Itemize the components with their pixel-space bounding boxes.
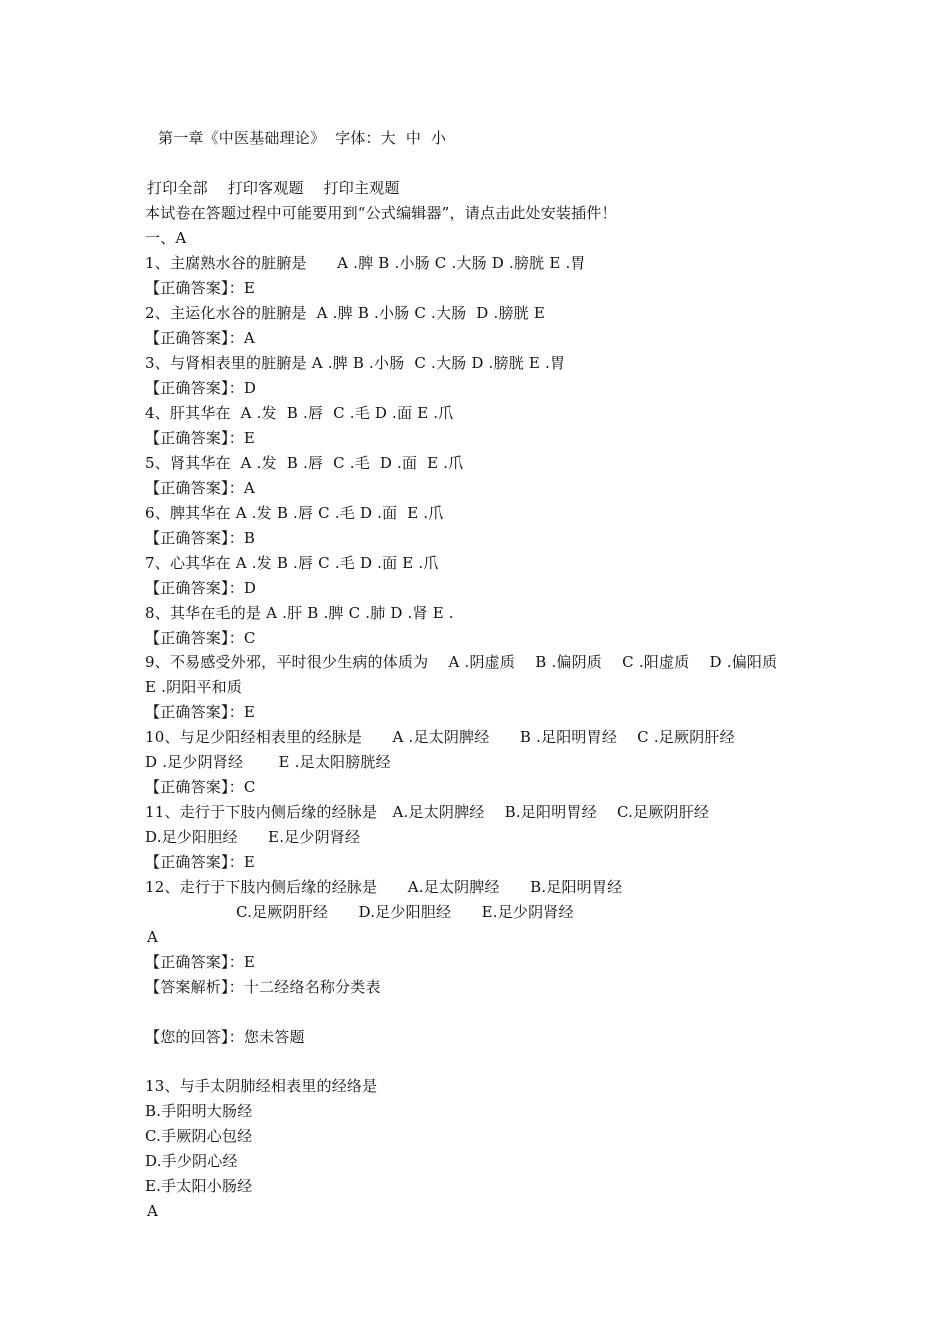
correct-answer: 【正确答案】：E xyxy=(145,853,256,871)
correct-answer: 【正确答案】：B xyxy=(145,529,256,547)
question-text: 3、与肾相表里的脏腑是 A .脾 B .小肠 C .大肠 D .膀胱 E .胃 xyxy=(145,354,566,372)
question-text: 9、不易感受外邪，平时很少生病的体质为 A .阴虚质 B .偏阴质 C .阳虚质 D .偏阳质 xyxy=(145,653,778,671)
your-answer: 【您的回答】：您未答题 xyxy=(145,1028,305,1046)
answer-option: C.手厥阴心包经 xyxy=(145,1127,253,1145)
print-all-link[interactable]: 打印全部 xyxy=(147,179,208,197)
answer-option: D.手少阴心经 xyxy=(145,1152,238,1170)
question-text: 7、心其华在 A .发 B .唇 C .毛 D .面 E .爪 xyxy=(145,554,439,572)
font-size-label: 字体： xyxy=(335,129,381,147)
correct-answer: 【正确答案】：D xyxy=(145,579,257,597)
answer-explanation: 【答案解析】：十二经络名称分类表 xyxy=(145,978,381,996)
answer-option: E.手太阳小肠经 xyxy=(145,1177,253,1195)
section-heading: 一、A xyxy=(145,229,187,247)
question-text: 2、主运化水谷的脏腑是 A .脾 B .小肠 C .大肠 D .膀胱 E xyxy=(145,304,545,322)
plugin-install-notice[interactable]: 本试卷在答题过程中可能要用到“公式编辑器”，请点击此处安装插件！ xyxy=(145,204,617,222)
question-text-continued: D.足少阳胆经 E.足少阴肾经 xyxy=(145,828,361,846)
correct-answer: 【正确答案】：A xyxy=(145,329,255,347)
print-subjective-link[interactable]: 打印主观题 xyxy=(323,179,400,197)
correct-answer: 【正确答案】：E xyxy=(145,703,256,721)
page-title: 第一章《中医基础理论》 xyxy=(158,129,326,147)
correct-answer: 【正确答案】：C xyxy=(145,778,256,796)
question-text: 10、与足少阳经相表里的经脉是 A .足太阴脾经 B .足阳明胃经 C .足厥阴肝经 xyxy=(145,728,735,746)
question-text: 6、脾其华在 A .发 B .唇 C .毛 D .面 E .爪 xyxy=(145,504,444,522)
question-text-continued: E .阴阳平和质 xyxy=(145,678,243,696)
answer-option: B.手阳明大肠经 xyxy=(145,1102,253,1120)
document-header xyxy=(158,126,446,151)
correct-answer: 【正确答案】：E xyxy=(145,279,256,297)
print-objective-link[interactable]: 打印客观题 xyxy=(227,179,304,197)
question-text-continued: C.足厥阴肝经 D.足少阳胆经 E.足少阴肾经 xyxy=(236,903,574,921)
question-text: 4、肝其华在 A .发 B .唇 C .毛 D .面 E .爪 xyxy=(145,404,454,422)
correct-answer: 【正确答案】：A xyxy=(145,479,255,497)
question-text-continued: D .足少阴肾经 E .足太阳膀胱经 xyxy=(145,753,391,771)
question-text: 11、走行于下肢内侧后缘的经脉是 A.足太阴脾经 B.足阳明胃经 C.足厥阴肝经 xyxy=(145,803,710,821)
font-size-large-link[interactable]: 大 xyxy=(380,129,396,147)
question-text: 1、主腐熟水谷的脏腑是 A .脾 B .小肠 C .大肠 D .膀胱 E .胃 xyxy=(145,254,586,272)
question-text: 12、走行于下肢内侧后缘的经脉是 A.足太阴脾经 B.足阳明胃经 xyxy=(145,878,623,896)
correct-answer: 【正确答案】：E xyxy=(145,429,256,447)
question-text: 13、与手太阴肺经相表里的经络是 xyxy=(145,1077,378,1095)
question-type-marker: A xyxy=(147,1202,159,1220)
question-text: 5、肾其华在 A .发 B .唇 C .毛 D .面 E .爪 xyxy=(145,454,464,472)
font-size-small-link[interactable]: 小 xyxy=(431,129,447,147)
print-toolbar xyxy=(147,176,400,201)
question-text: 8、其华在毛的是 A .肝 B .脾 C .肺 D .肾 E . xyxy=(145,604,454,622)
question-type-marker: A xyxy=(147,928,159,946)
correct-answer: 【正确答案】：D xyxy=(145,379,257,397)
correct-answer: 【正确答案】：C xyxy=(145,629,256,647)
correct-answer: 【正确答案】：E xyxy=(145,953,256,971)
font-size-medium-link[interactable]: 中 xyxy=(405,129,422,147)
